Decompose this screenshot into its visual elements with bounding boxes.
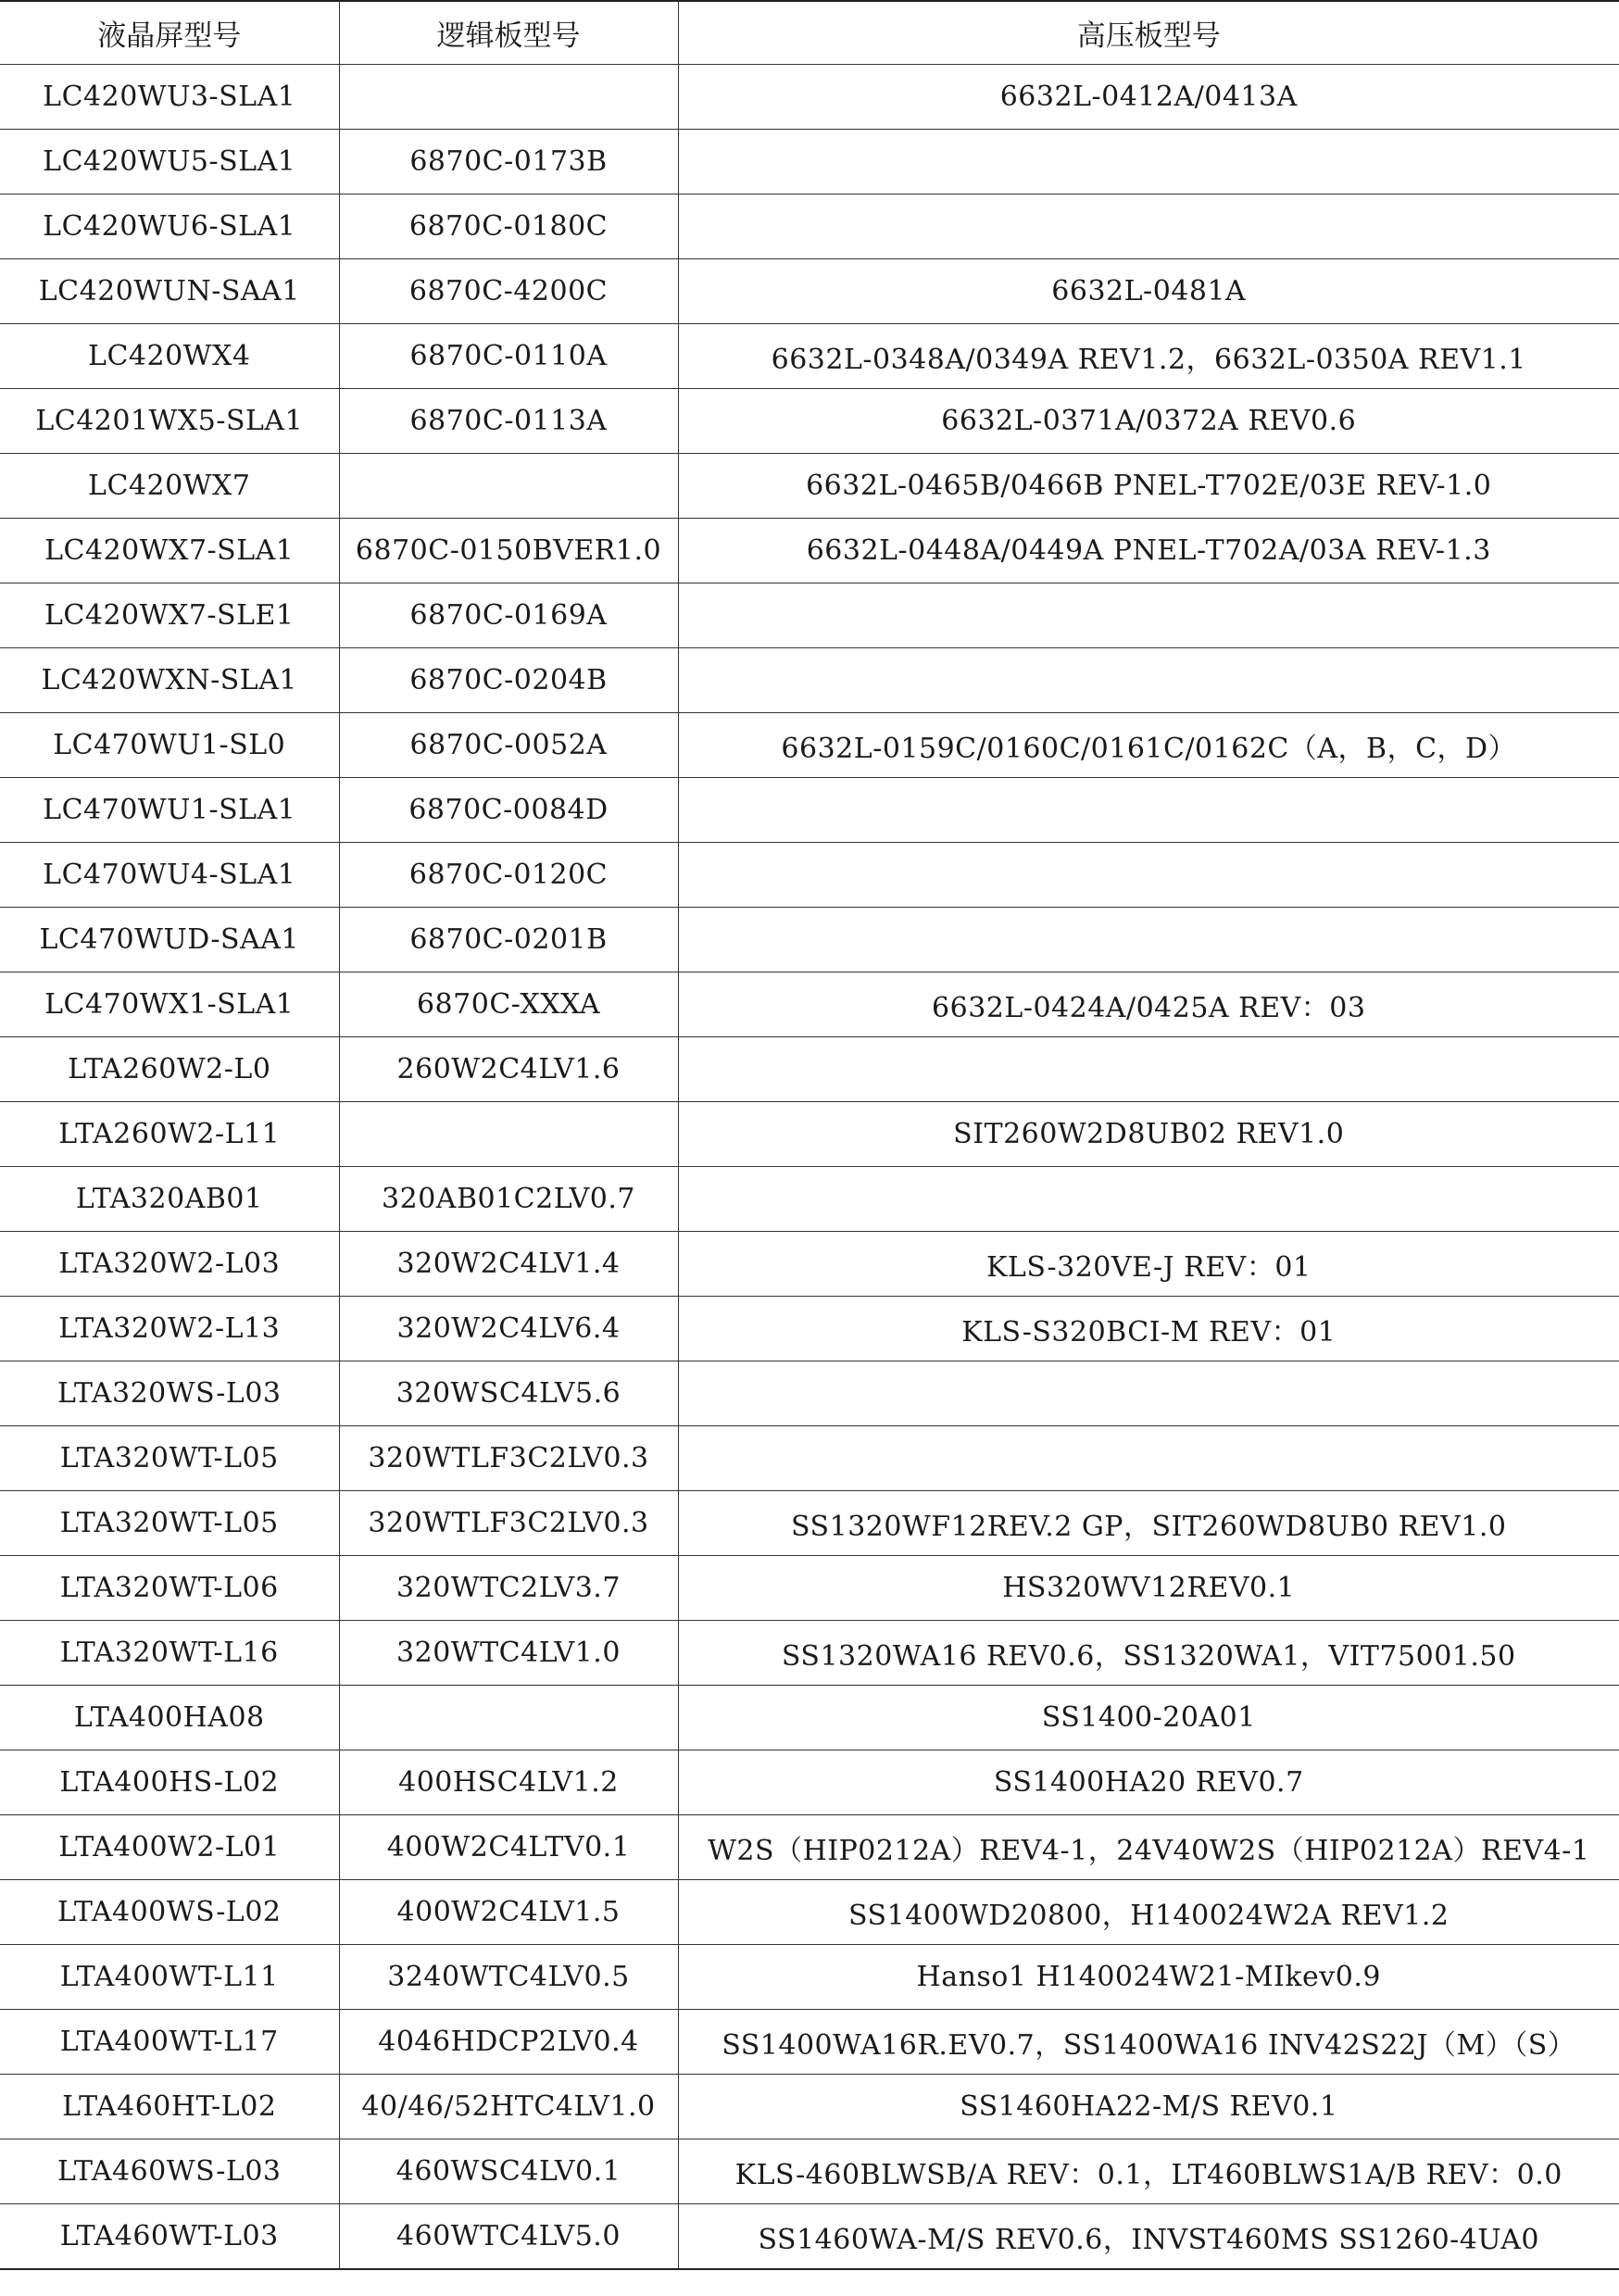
cell-inverter-board: Hanso1 H140024W21-MIkev0.9 xyxy=(678,1945,1619,2010)
table-row xyxy=(0,1945,1619,2010)
cell-inverter-board xyxy=(678,1426,1619,1491)
table-row xyxy=(0,389,1619,454)
cell-inverter-board xyxy=(678,1167,1619,1232)
table-body xyxy=(0,65,1619,2270)
cell-logic-board: 6870C-0110A xyxy=(339,324,678,389)
table-row xyxy=(0,1815,1619,1880)
cell-logic-board: 6870C-XXXA xyxy=(339,972,678,1037)
cell-inverter-board xyxy=(678,194,1619,259)
cell-logic-board: 320AB01C2LV0.7 xyxy=(339,1167,678,1232)
table-row xyxy=(0,324,1619,389)
cell-inverter-board: SS1460HA22-M/S REV0.1 xyxy=(678,2075,1619,2139)
table-row xyxy=(0,2139,1619,2204)
cell-inverter-board: SS1460WA-M/S REV0.6，INVST460MS SS1260-4UA0 xyxy=(678,2204,1619,2270)
cell-lcd-model: LC420WXN-SLA1 xyxy=(0,648,339,713)
cell-inverter-board: SS1400HA20 REV0.7 xyxy=(678,1750,1619,1815)
cell-logic-board: 320WTC4LV1.0 xyxy=(339,1621,678,1686)
cell-inverter-board: 6632L-0481A xyxy=(678,259,1619,324)
cell-logic-board: 6870C-0180C xyxy=(339,194,678,259)
table-row xyxy=(0,1491,1619,1556)
cell-lcd-model: LTA460HT-L02 xyxy=(0,2075,339,2139)
cell-lcd-model: LTA320AB01 xyxy=(0,1167,339,1232)
cell-logic-board: 6870C-0120C xyxy=(339,843,678,908)
header-inverter-board-model: 高压板型号 xyxy=(678,1,1619,65)
cell-lcd-model: LTA320W2-L13 xyxy=(0,1297,339,1361)
table-row xyxy=(0,1621,1619,1686)
table-row xyxy=(0,908,1619,972)
table-row xyxy=(0,1361,1619,1426)
cell-lcd-model: LC420WX7-SLA1 xyxy=(0,519,339,583)
cell-inverter-board: 6632L-0465B/0466B PNEL-T702E/03E REV-1.0 xyxy=(678,454,1619,519)
cell-logic-board xyxy=(339,1686,678,1750)
cell-logic-board: 6870C-0201B xyxy=(339,908,678,972)
cell-logic-board xyxy=(339,1102,678,1167)
table-row xyxy=(0,1297,1619,1361)
cell-inverter-board xyxy=(678,843,1619,908)
cell-lcd-model: LC470WU4-SLA1 xyxy=(0,843,339,908)
cell-lcd-model: LTA400WS-L02 xyxy=(0,1880,339,1945)
cell-inverter-board xyxy=(678,778,1619,843)
cell-logic-board: 320WTLF3C2LV0.3 xyxy=(339,1426,678,1491)
cell-logic-board: 6870C-0113A xyxy=(339,389,678,454)
cell-inverter-board: KLS-320VE-J REV：01 xyxy=(678,1232,1619,1297)
table-row xyxy=(0,1102,1619,1167)
cell-lcd-model: LC470WX1-SLA1 xyxy=(0,972,339,1037)
table-row xyxy=(0,583,1619,648)
cell-inverter-board xyxy=(678,908,1619,972)
cell-logic-board: 460WSC4LV0.1 xyxy=(339,2139,678,2204)
cell-inverter-board: KLS-460BLWSB/A REV：0.1，LT460BLWS1A/B REV：0.0 xyxy=(678,2139,1619,2204)
cell-inverter-board: W2S（HIP0212A）REV4-1，24V40W2S（HIP0212A）REV4-1 xyxy=(678,1815,1619,1880)
cell-lcd-model: LTA460WS-L03 xyxy=(0,2139,339,2204)
cell-lcd-model: LTA400WT-L17 xyxy=(0,2010,339,2075)
cell-logic-board xyxy=(339,65,678,130)
table-row xyxy=(0,1167,1619,1232)
cell-lcd-model: LC420WX7 xyxy=(0,454,339,519)
cell-inverter-board: SS1400WA16R.EV0.7，SS1400WA16 INV42S22J（M）（S） xyxy=(678,2010,1619,2075)
cell-inverter-board: HS320WV12REV0.1 xyxy=(678,1556,1619,1621)
cell-lcd-model: LC420WU6-SLA1 xyxy=(0,194,339,259)
table-row xyxy=(0,65,1619,130)
header-lcd-model: 液晶屏型号 xyxy=(0,1,339,65)
cell-inverter-board: 6632L-0448A/0449A PNEL-T702A/03A REV-1.3 xyxy=(678,519,1619,583)
cell-inverter-board: SS1320WA16 REV0.6，SS1320WA1，VIT75001.50 xyxy=(678,1621,1619,1686)
table-row xyxy=(0,972,1619,1037)
cell-lcd-model: LTA460WT-L03 xyxy=(0,2204,339,2270)
cell-lcd-model: LC470WU1-SL0 xyxy=(0,713,339,778)
cell-logic-board: 320W2C4LV6.4 xyxy=(339,1297,678,1361)
cell-logic-board: 6870C-0169A xyxy=(339,583,678,648)
header-row xyxy=(0,1,1619,65)
cell-logic-board: 6870C-0173B xyxy=(339,130,678,194)
cell-lcd-model: LTA320W2-L03 xyxy=(0,1232,339,1297)
cell-lcd-model: LC420WX4 xyxy=(0,324,339,389)
cell-inverter-board xyxy=(678,1361,1619,1426)
cell-inverter-board: 6632L-0424A/0425A REV：03 xyxy=(678,972,1619,1037)
cell-logic-board: 6870C-0204B xyxy=(339,648,678,713)
cell-logic-board xyxy=(339,454,678,519)
cell-logic-board: 6870C-0052A xyxy=(339,713,678,778)
cell-inverter-board: SS1400WD20800，H140024W2A REV1.2 xyxy=(678,1880,1619,1945)
table-row xyxy=(0,454,1619,519)
table-row xyxy=(0,648,1619,713)
table-row xyxy=(0,1037,1619,1102)
cell-lcd-model: LTA400WT-L11 xyxy=(0,1945,339,2010)
cell-inverter-board: 6632L-0412A/0413A xyxy=(678,65,1619,130)
cell-logic-board: 3240WTC4LV0.5 xyxy=(339,1945,678,2010)
cell-lcd-model: LTA400HS-L02 xyxy=(0,1750,339,1815)
cell-lcd-model: LTA260W2-L11 xyxy=(0,1102,339,1167)
cell-logic-board: 400W2C4LTV0.1 xyxy=(339,1815,678,1880)
cell-lcd-model: LTA320WS-L03 xyxy=(0,1361,339,1426)
table-row xyxy=(0,843,1619,908)
cell-inverter-board: 6632L-0371A/0372A REV0.6 xyxy=(678,389,1619,454)
cell-lcd-model: LC4201WX5-SLA1 xyxy=(0,389,339,454)
cell-inverter-board: SS1320WF12REV.2 GP，SIT260WD8UB0 REV1.0 xyxy=(678,1491,1619,1556)
cell-logic-board: 6870C-4200C xyxy=(339,259,678,324)
cell-logic-board: 400HSC4LV1.2 xyxy=(339,1750,678,1815)
table-row xyxy=(0,1232,1619,1297)
cell-logic-board: 460WTC4LV5.0 xyxy=(339,2204,678,2270)
table-row xyxy=(0,1750,1619,1815)
cell-lcd-model: LTA400HA08 xyxy=(0,1686,339,1750)
table-row xyxy=(0,1880,1619,1945)
cell-inverter-board: SIT260W2D8UB02 REV1.0 xyxy=(678,1102,1619,1167)
cell-lcd-model: LC470WUD-SAA1 xyxy=(0,908,339,972)
cell-logic-board: 320W2C4LV1.4 xyxy=(339,1232,678,1297)
cell-lcd-model: LC470WU1-SLA1 xyxy=(0,778,339,843)
cell-inverter-board xyxy=(678,1037,1619,1102)
cell-lcd-model: LTA320WT-L05 xyxy=(0,1491,339,1556)
cell-logic-board: 40/46/52HTC4LV1.0 xyxy=(339,2075,678,2139)
cell-lcd-model: LTA320WT-L05 xyxy=(0,1426,339,1491)
cell-lcd-model: LTA400W2-L01 xyxy=(0,1815,339,1880)
table-row xyxy=(0,194,1619,259)
cell-inverter-board xyxy=(678,130,1619,194)
cell-lcd-model: LC420WUN-SAA1 xyxy=(0,259,339,324)
cell-logic-board: 4046HDCP2LV0.4 xyxy=(339,2010,678,2075)
table-row xyxy=(0,778,1619,843)
table-row xyxy=(0,1556,1619,1621)
cell-inverter-board: KLS-S320BCI-M REV：01 xyxy=(678,1297,1619,1361)
cell-logic-board: 320WSC4LV5.6 xyxy=(339,1361,678,1426)
table-row xyxy=(0,2204,1619,2270)
table-row xyxy=(0,2010,1619,2075)
table-row xyxy=(0,1426,1619,1491)
cell-lcd-model: LC420WX7-SLE1 xyxy=(0,583,339,648)
table-row xyxy=(0,713,1619,778)
cell-logic-board: 6870C-0084D xyxy=(339,778,678,843)
cell-inverter-board: SS1400-20A01 xyxy=(678,1686,1619,1750)
cell-inverter-board: 6632L-0159C/0160C/0161C/0162C（A，B，C，D） xyxy=(678,713,1619,778)
table-row xyxy=(0,130,1619,194)
cell-lcd-model: LC420WU3-SLA1 xyxy=(0,65,339,130)
table-row xyxy=(0,519,1619,583)
header-logic-board-model: 逻辑板型号 xyxy=(339,1,678,65)
cell-logic-board: 6870C-0150BVER1.0 xyxy=(339,519,678,583)
cell-lcd-model: LTA320WT-L16 xyxy=(0,1621,339,1686)
cell-lcd-model: LTA260W2-L0 xyxy=(0,1037,339,1102)
table-header xyxy=(0,1,1619,65)
table-row xyxy=(0,259,1619,324)
cell-inverter-board xyxy=(678,648,1619,713)
cell-inverter-board: 6632L-0348A/0349A REV1.2，6632L-0350A REV1.1 xyxy=(678,324,1619,389)
table-row xyxy=(0,1686,1619,1750)
cell-logic-board: 400W2C4LV1.5 xyxy=(339,1880,678,1945)
cell-logic-board: 320WTLF3C2LV0.3 xyxy=(339,1491,678,1556)
cell-logic-board: 320WTC2LV3.7 xyxy=(339,1556,678,1621)
cell-inverter-board xyxy=(678,583,1619,648)
table-row xyxy=(0,2075,1619,2139)
cell-lcd-model: LC420WU5-SLA1 xyxy=(0,130,339,194)
cell-lcd-model: LTA320WT-L06 xyxy=(0,1556,339,1621)
cell-logic-board: 260W2C4LV1.6 xyxy=(339,1037,678,1102)
